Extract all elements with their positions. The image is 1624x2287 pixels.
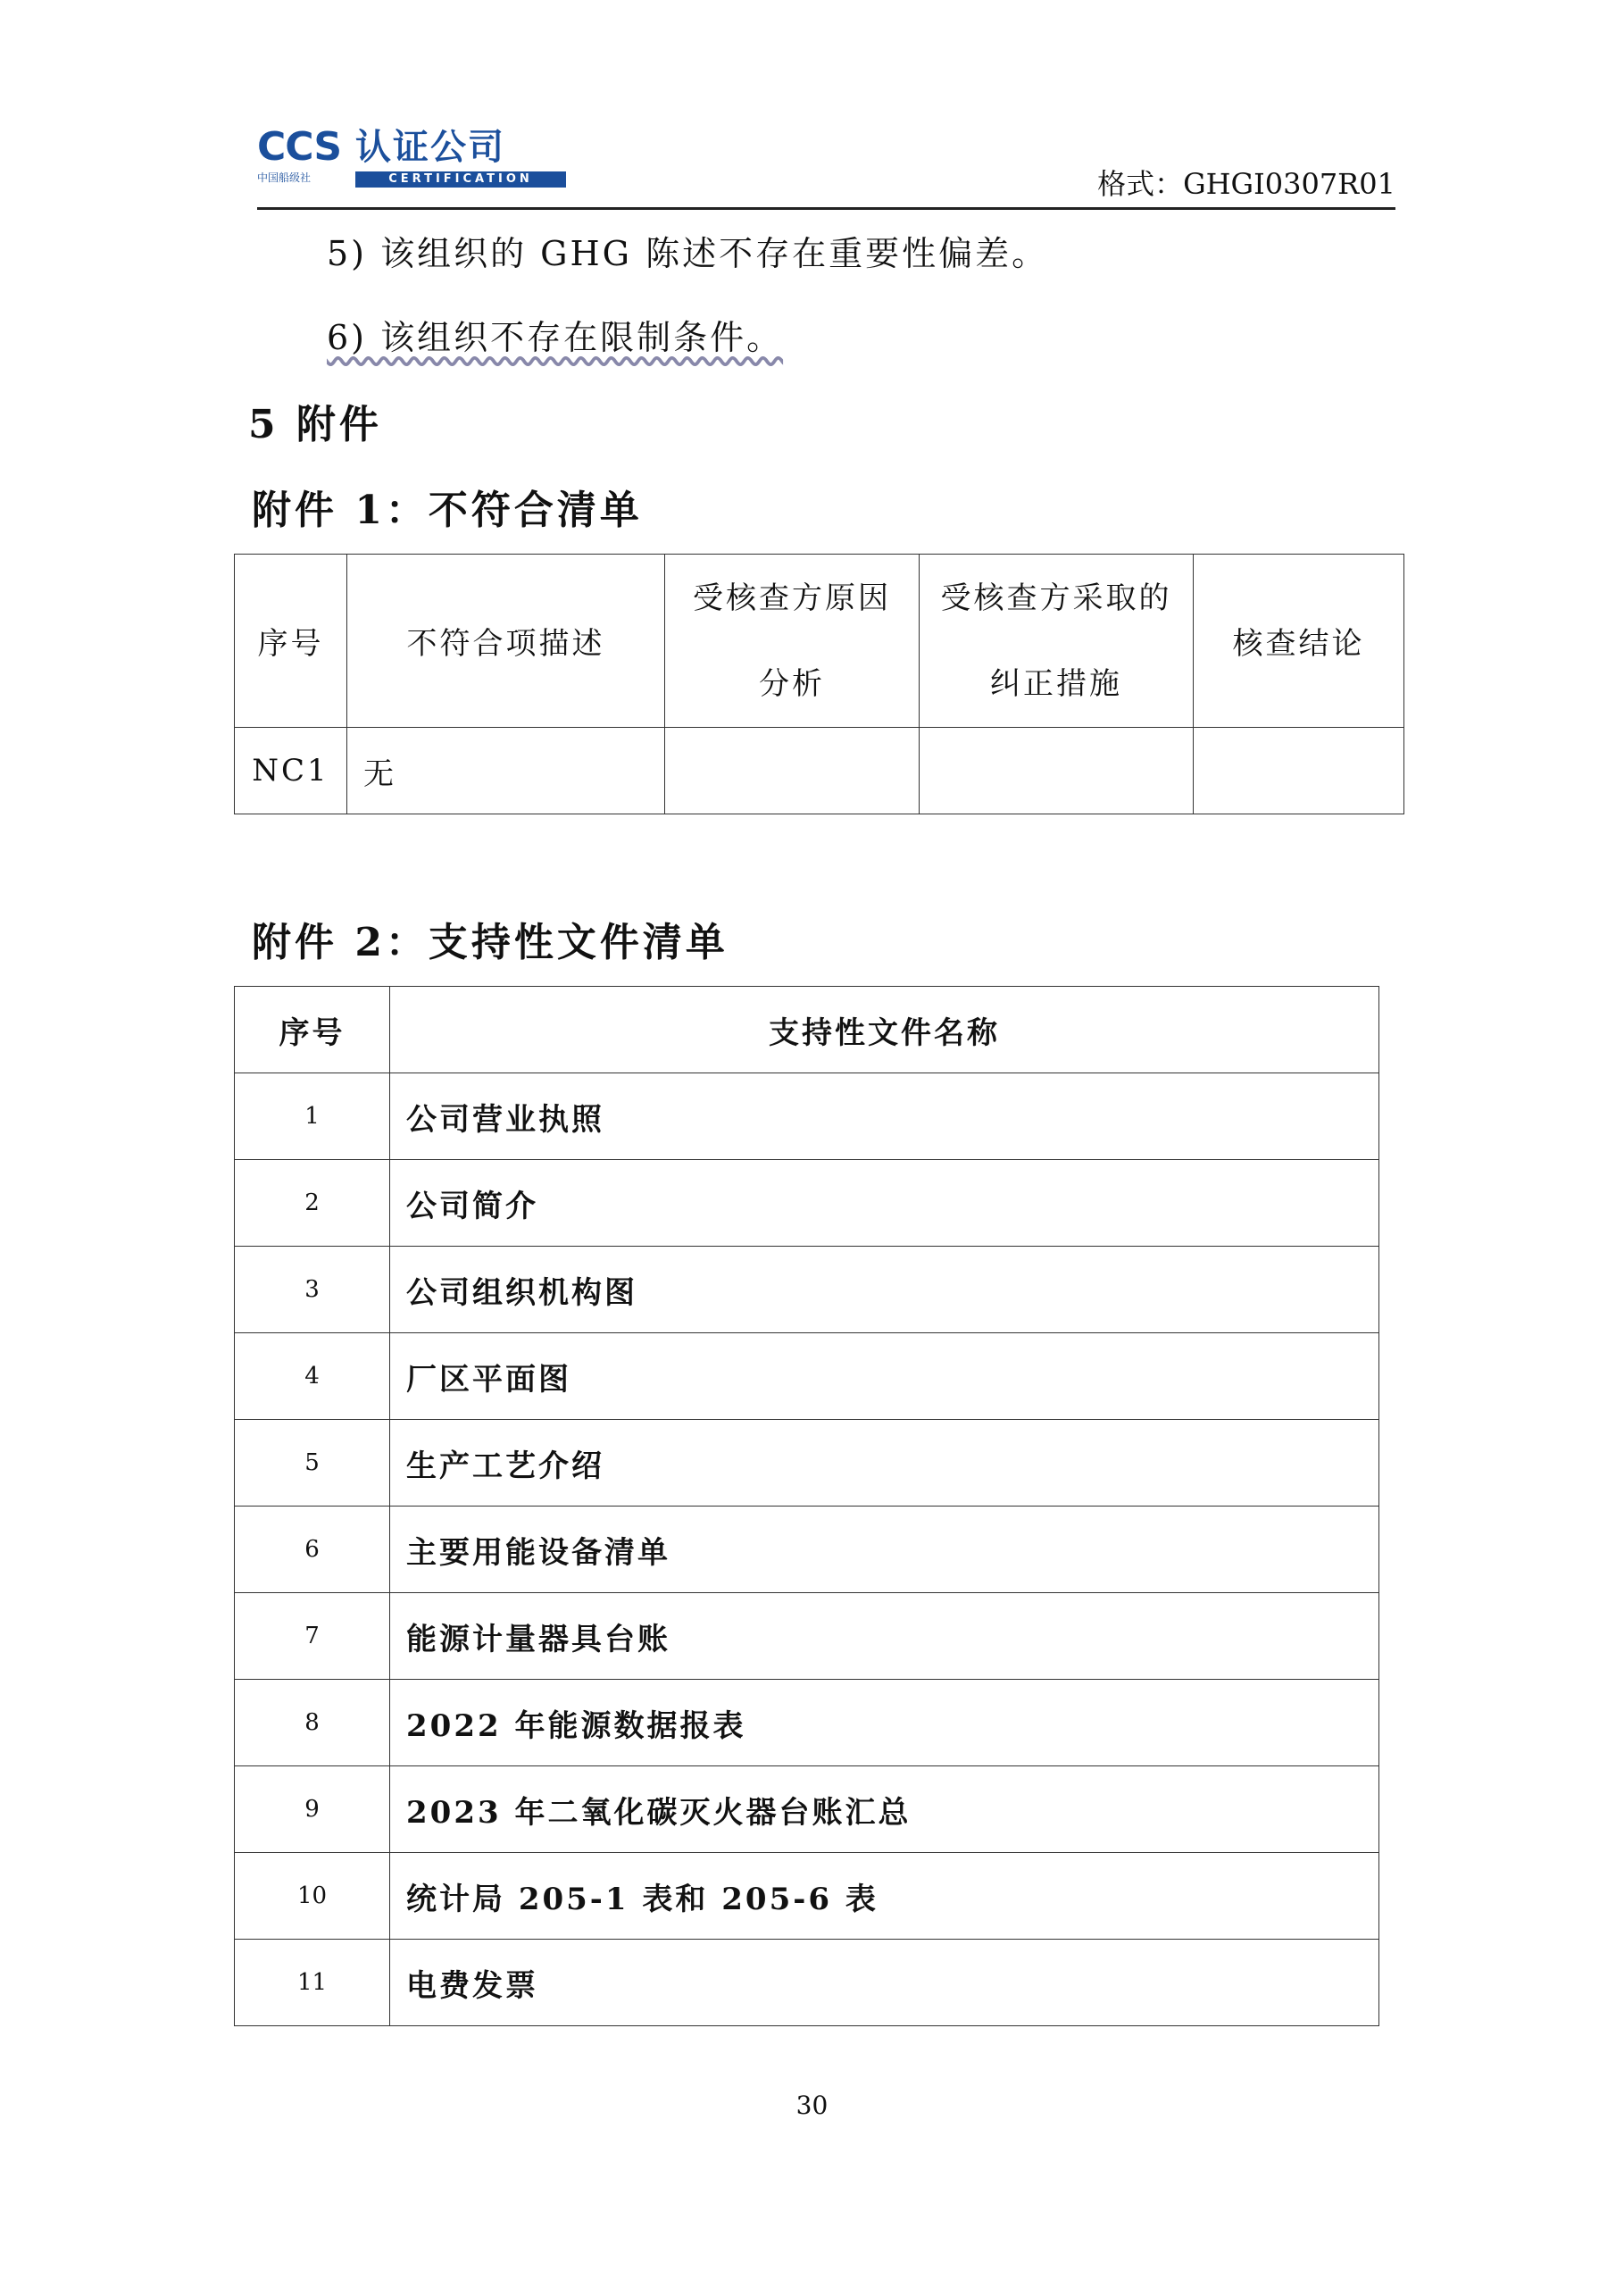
cell-empty [920,728,1194,814]
header-cell-cause-analysis [665,555,920,728]
header-cell-conclusion: 核查结论 [1194,555,1404,728]
cell-nc-description: 无 [347,728,665,814]
cell-num: 9 [235,1766,390,1853]
header-cell-description: 不符合项描述 [347,555,665,728]
ccs-certification-logo [257,125,570,188]
header-cell-action-line2: 纠正措施 [990,665,1122,702]
cell-num: 8 [235,1680,390,1766]
cell-num: 10 [235,1853,390,1940]
logo-certification-bar: CERTIFICATION [355,171,566,188]
table-row [235,1507,1379,1593]
cell-nc-id: NC1 [235,728,347,814]
cell-num: 1 [235,1073,390,1160]
table-row [235,1853,1379,1940]
header-divider [257,207,1395,210]
logo-small-text: 中国船级社 [257,171,312,184]
table-row [235,728,1404,814]
cell-num: 2 [235,1160,390,1247]
section-title: 5 附件 [248,402,382,447]
header-cell-document-name: 支持性文件名称 [390,987,1379,1073]
nonconformity-table [234,554,1404,814]
header-cell-seq: 序号 [235,987,390,1073]
cell-empty [665,728,920,814]
conclusion-line-6-text: 6) 该组织不存在限制条件。 [327,318,784,357]
cell-document-name: 生产工艺介绍 [390,1420,1379,1507]
table-header-row [235,555,1404,728]
conclusion-line-6 [327,316,783,359]
cell-num: 7 [235,1593,390,1680]
header-cell-cause-line1: 受核查方原因 [693,580,891,616]
cell-document-name: 厂区平面图 [390,1333,1379,1420]
table-header-row [235,987,1379,1073]
cell-empty [1194,728,1404,814]
annex2-title: 附件 2：支持性文件清单 [252,920,729,965]
header-cell-seq: 序号 [235,555,347,728]
conclusion-line-5: 5) 该组织的 GHG 陈述不存在重要性偏差。 [327,234,1049,273]
cell-num: 3 [235,1247,390,1333]
cell-num: 5 [235,1420,390,1507]
annex1-title: 附件 1：不符合清单 [252,488,643,533]
cell-document-name: 公司组织机构图 [390,1247,1379,1333]
table-row [235,1333,1379,1420]
cell-document-name: 能源计量器具台账 [390,1593,1379,1680]
cell-num: 11 [235,1940,390,2026]
header-cell-corrective-action [920,555,1194,728]
header-cell-cause-line2: 分析 [759,665,825,702]
table-row [235,1940,1379,2026]
table-row [235,1766,1379,1853]
cell-document-name: 公司营业执照 [390,1073,1379,1160]
cell-document-name: 公司简介 [390,1160,1379,1247]
cell-document-name: 2022 年能源数据报表 [390,1680,1379,1766]
logo-ccs-text: CCS [257,124,342,170]
table-row [235,1593,1379,1680]
table-row [235,1073,1379,1160]
cell-document-name: 2023 年二氧化碳灭火器台账汇总 [390,1766,1379,1853]
table-row [235,1420,1379,1507]
cell-document-name: 统计局 205-1 表和 205-6 表 [390,1853,1379,1940]
cell-num: 4 [235,1333,390,1420]
table-row [235,1160,1379,1247]
cell-document-name: 主要用能设备清单 [390,1507,1379,1593]
logo-chinese-text: 认证公司 [355,127,505,168]
table-row [235,1247,1379,1333]
cell-num: 6 [235,1507,390,1593]
page-number: 30 [795,2091,829,2120]
supporting-documents-table [234,986,1379,2026]
table-row [235,1680,1379,1766]
header-cell-action-line1: 受核查方采取的 [940,580,1172,616]
format-code: 格式：GHGI0307R01 [1097,167,1395,201]
cell-document-name: 电费发票 [390,1940,1379,2026]
